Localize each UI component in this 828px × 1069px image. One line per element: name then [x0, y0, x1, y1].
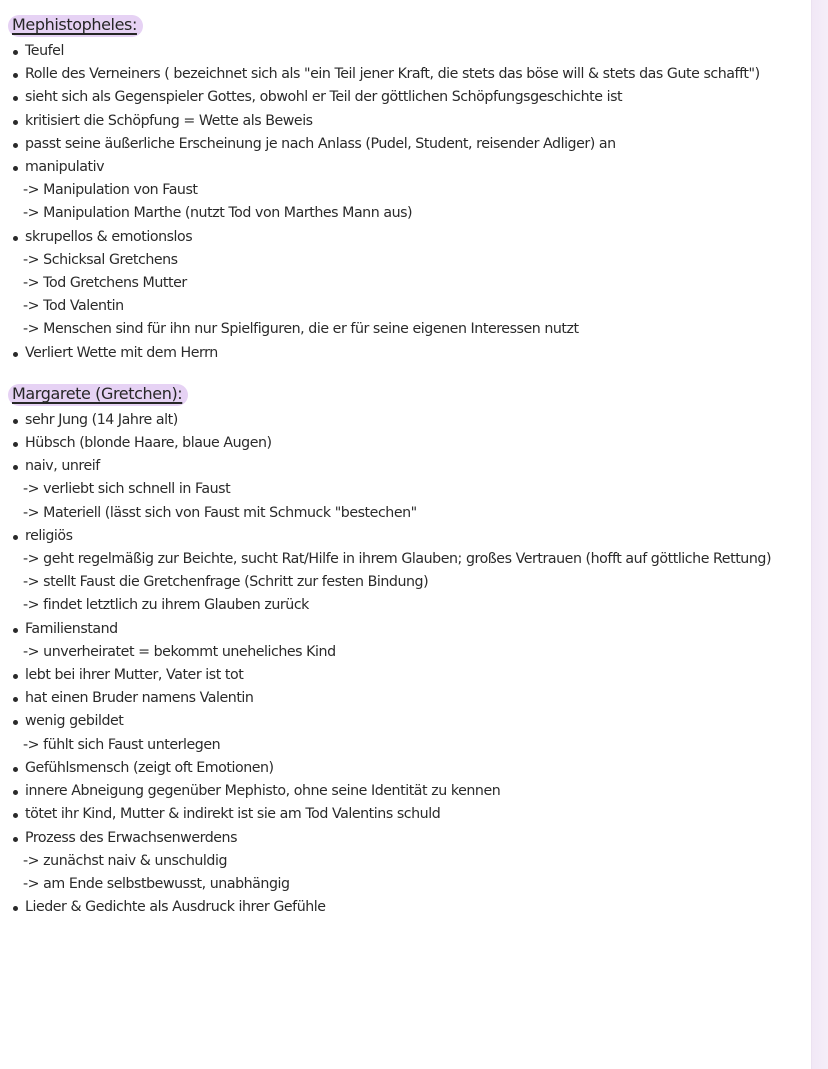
bullet-point: kritisiert die Schöpfung = Wette als Beweis — [12, 110, 802, 133]
bullet-point: wenig gebildet — [12, 710, 802, 733]
bullet-point: sieht sich als Gegenspieler Gottes, obwohl er Teil der göttlichen Schöpfungsgeschichte ist — [12, 86, 802, 109]
bullet-point: lebt bei ihrer Mutter, Vater ist tot — [12, 664, 802, 687]
bullet-point: passt seine äußerliche Erscheinung je nach Anlass (Pudel, Student, reisender Adliger) an — [12, 133, 802, 156]
section-heading: Margarete (Gretchen): — [12, 383, 183, 403]
section-margarete — [12, 381, 802, 919]
bullet-point: naiv, unreif — [12, 455, 802, 478]
bullet-point: Familienstand — [12, 618, 802, 641]
sub-point: -> fühlt sich Faust unterlegen — [23, 736, 221, 753]
bullet-list — [12, 409, 802, 919]
heading-wrap — [12, 12, 137, 38]
bullet-point: religiös — [12, 525, 802, 548]
sub-point: -> unverheiratet = bekommt uneheliches Kind — [23, 643, 336, 660]
sub-point: -> Menschen sind für ihn nur Spielfiguren, die er für seine eigenen Interessen nutzt — [23, 321, 579, 338]
sub-point: -> zunächst naiv & unschuldig — [23, 852, 228, 869]
page-edge-strip — [811, 0, 828, 1069]
bullet-point: Rolle des Verneiners ( bezeichnet sich als "ein Teil jener Kraft, die stets das böse will & stets das Gute schafft") — [12, 63, 802, 86]
bullet-point: hat einen Bruder namens Valentin — [12, 687, 802, 710]
bullet-point: tötet ihr Kind, Mutter & indirekt ist sie am Tod Valentins schuld — [12, 803, 802, 826]
sub-point: -> verliebt sich schnell in Faust — [23, 481, 231, 498]
bullet-point: sehr Jung (14 Jahre alt) — [12, 409, 802, 432]
sub-point: -> Manipulation von Faust — [23, 182, 198, 199]
bullet-point: Prozess des Erwachsenwerdens — [12, 827, 802, 850]
sub-point: -> stellt Faust die Gretchenfrage (Schritt zur festen Bindung) — [23, 574, 429, 591]
sub-point: -> am Ende selbstbewusst, unabhängig — [23, 875, 290, 892]
sub-point: -> geht regelmäßig zur Beichte, sucht Rat/Hilfe in ihrem Glauben; großes Vertrauen (hofft auf göttliche Rettung) — [23, 551, 772, 568]
bullet-point: Lieder & Gedichte als Ausdruck ihrer Gefühle — [12, 896, 802, 919]
sub-point: -> Materiell (lässt sich von Faust mit Schmuck "bestechen" — [23, 504, 417, 521]
heading-wrap — [12, 381, 182, 407]
sub-point: -> Schicksal Gretchens — [23, 251, 178, 268]
sub-point: -> Tod Valentin — [23, 298, 124, 315]
bullet-point: innere Abneigung gegenüber Mephisto, ohne seine Identität zu kennen — [12, 780, 802, 803]
section-heading: Mephistopheles: — [12, 15, 137, 34]
bullet-point: Hübsch (blonde Haare, blaue Augen) — [12, 432, 802, 455]
bullet-list — [12, 40, 802, 365]
section-mephistopheles — [12, 12, 802, 365]
bullet-point: skrupellos & emotionslos — [12, 226, 802, 249]
bullet-point: Verliert Wette mit dem Herrn — [12, 342, 802, 365]
sub-point: -> Manipulation Marthe (nutzt Tod von Marthes Mann aus) — [23, 205, 413, 222]
notes-content — [12, 12, 802, 919]
sub-point: -> findet letztlich zu ihrem Glauben zurück — [23, 597, 309, 614]
bullet-point: Gefühlsmensch (zeigt oft Emotionen) — [12, 757, 802, 780]
bullet-point: Teufel — [12, 40, 802, 63]
bullet-point: manipulativ — [12, 156, 802, 179]
sub-point: -> Tod Gretchens Mutter — [23, 275, 187, 292]
